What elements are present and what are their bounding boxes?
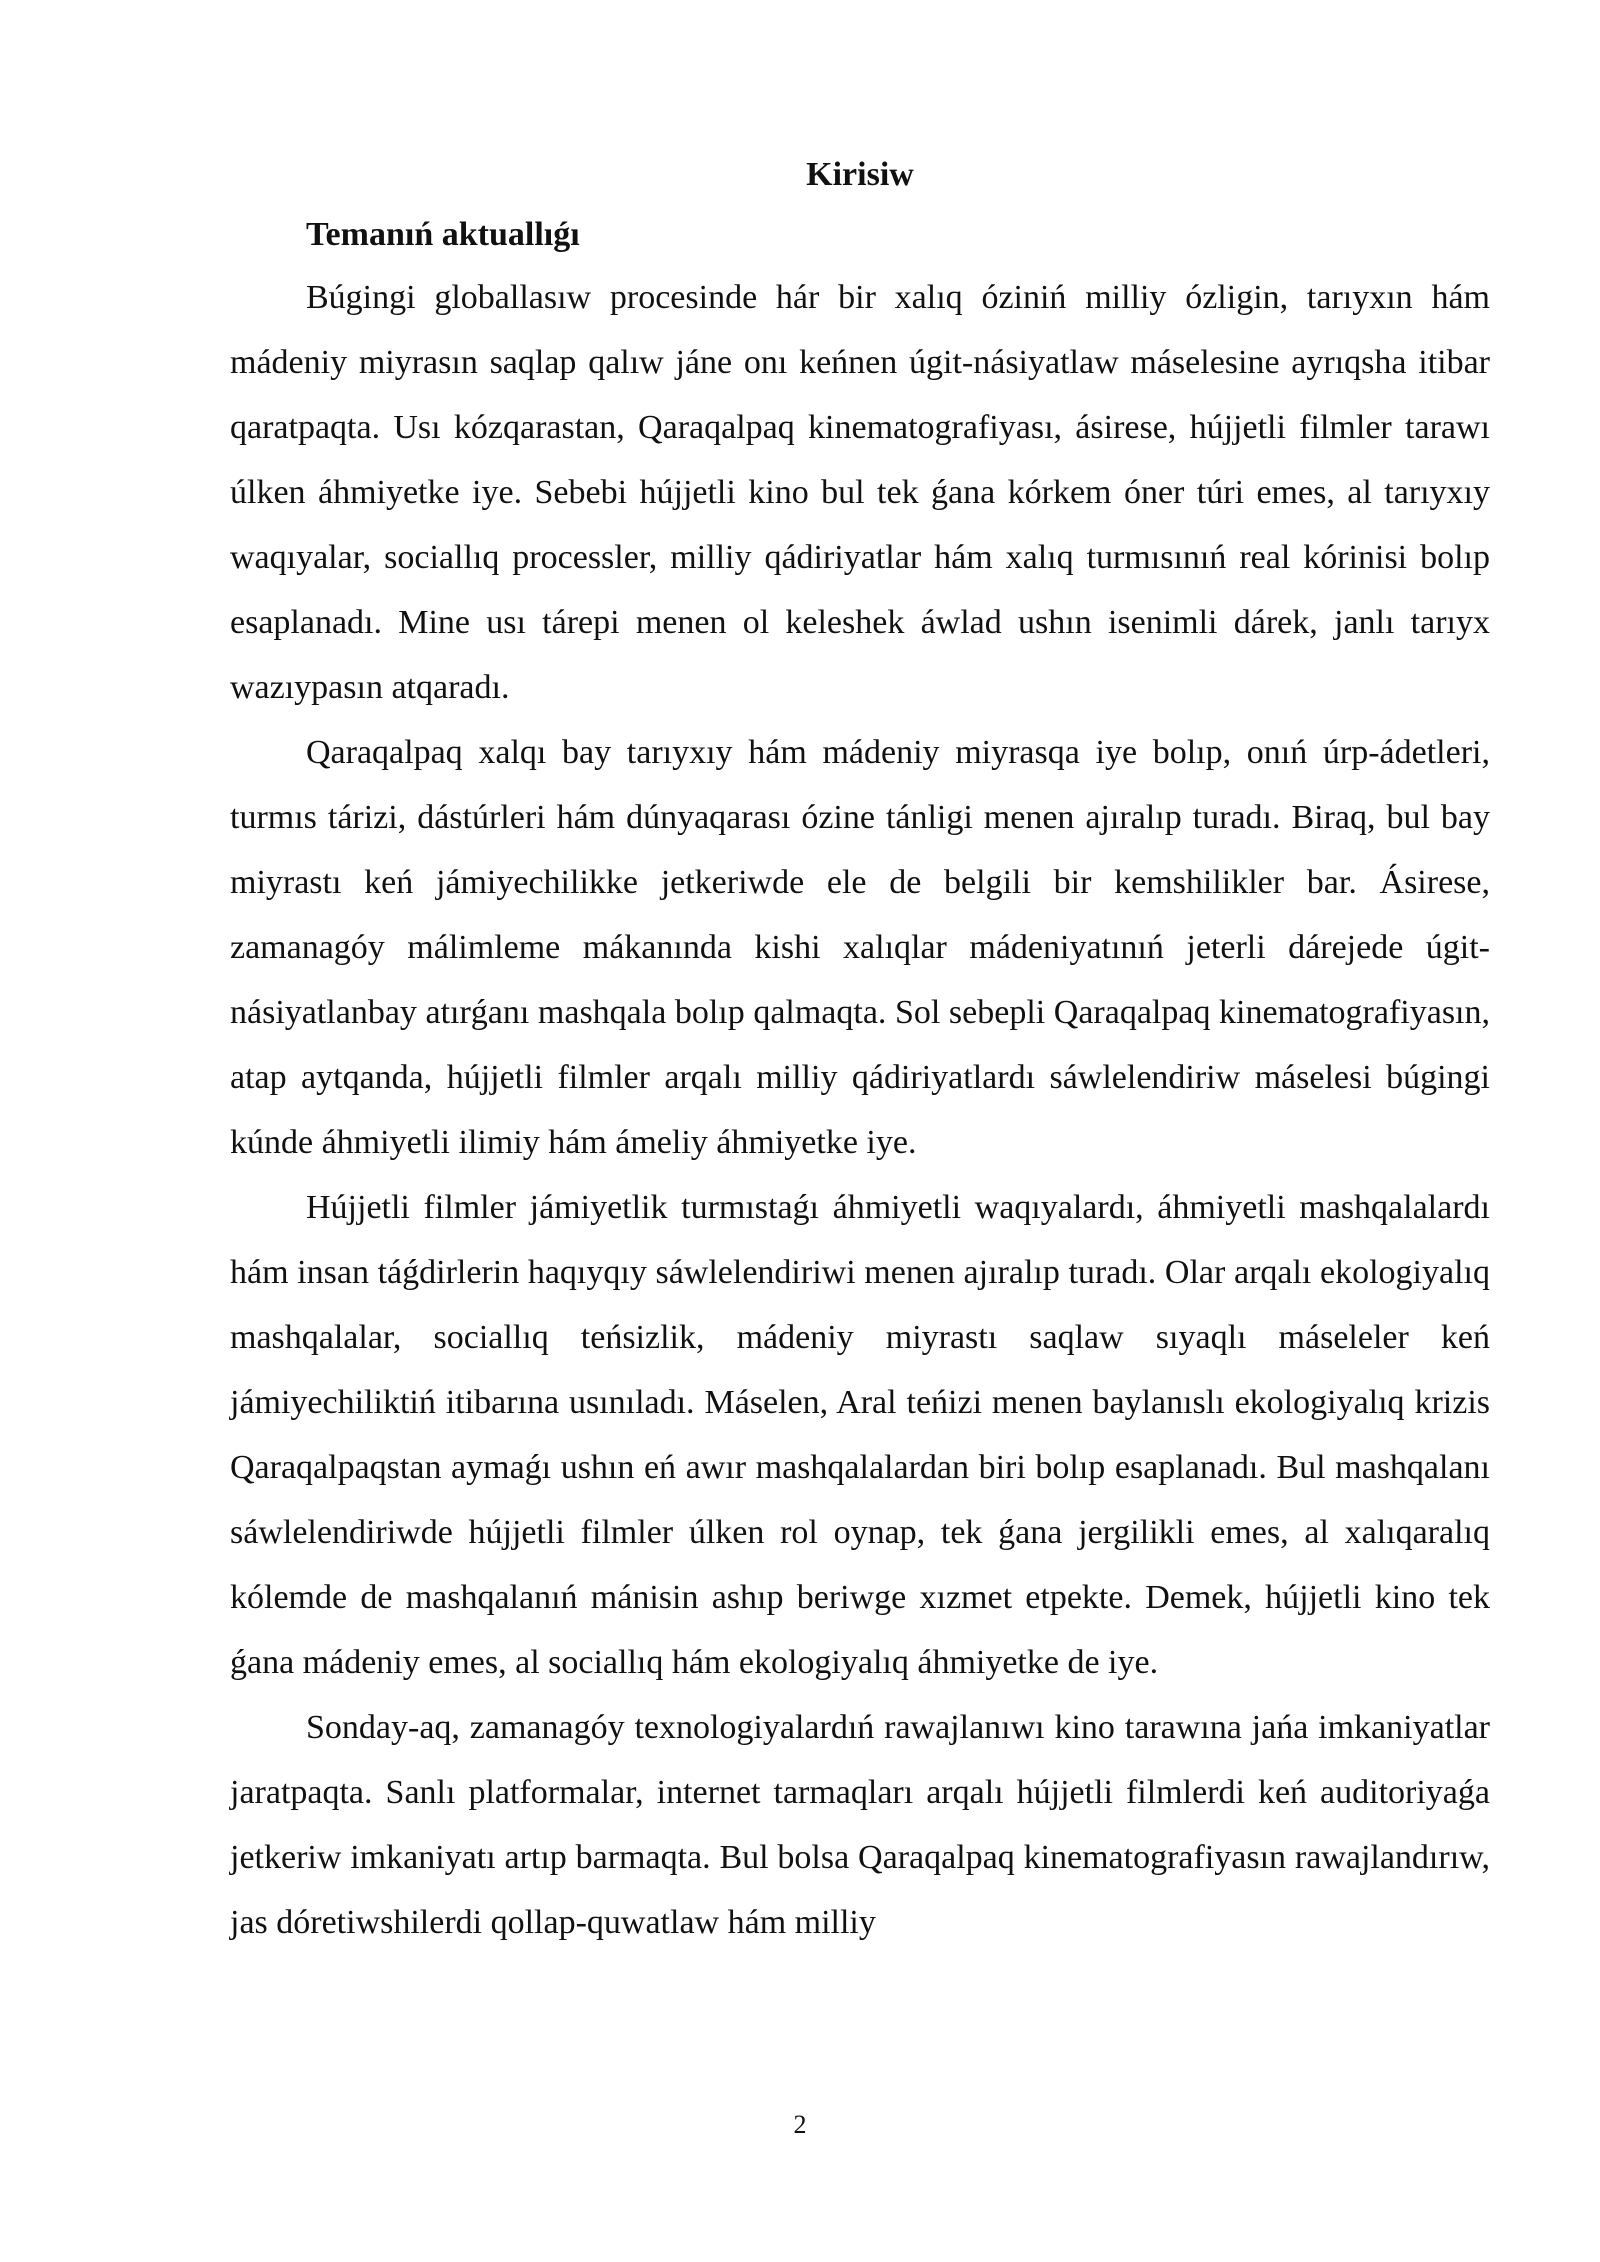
body-paragraph-2: Qaraqalpaq xalqı bay tarıyxıy hám mádeniy miyrasqa iye bolıp, onıń úrp-ádetleri, turmıs tárizi, dástúrleri hám dúnyaqarası ózine tánligi menen ajıralıp turadı. Biraq, bul bay miyrastı keń jámiyechilikke jetkeriwde ele de belgili bir kemshilikler bar. Ásirese, zamanagóy málimleme mákanında kishi xalıqlar mádeniyatınıń jeterli dárejede úgit-násiyatlanbay atırǵanı mashqala bolıp qalmaqta. Sol sebepli Qaraqalpaq kinematografiyasın, atap aytqanda, hújjetli filmler arqalı milliy qádiriyatlardı sáwlelendiriw máselesi búgingi kúnde áhmiyetli ilimiy hám ámeliy áhmiyetke iye. [230, 734, 1490, 1161]
body-paragraph-3: Hújjetli filmler jámiyetlik turmıstaǵı áhmiyetli waqıyalardı, áhmiyetli mashqalalardı hám insan táǵdirlerin haqıyqıy sáwlelendiriwi menen ajıralıp turadı. Olar arqalı ekologiyalıq mashqalalar, sociallıq teńsizlik, mádeniy miyrastı saqlaw sıyaqlı máseleler keń jámiyechiliktiń itibarına usınıladı. Máselen, Aral teńizi menen baylanıslı ekologiyalıq krizis Qaraqalpaqstan aymaǵı ushın eń awır mashqalalardan biri bolıp esaplanadı. Bul mashqalanı sáwlelendiriwde hújjetli filmler úlken rol oynap, tek ǵana jergilikli emes, al xalıqaralıq kólemde de mashqalanıń mánisin ashıp beriwge xızmet etpekte. Demek, hújjetli kino tek ǵana mádeniy emes, al sociallıq hám ekologiyalıq áhmiyetke de iye. [230, 1189, 1490, 1681]
section-subheading: Temanıń aktuallıǵı [306, 216, 580, 253]
body-paragraph-1: Búgingi globallasıw procesinde hár bir xalıq óziniń milliy ózligin, tarıyxın hám mádeniy miyrasın saqlap qalıw jáne onı keńnen úgit-násiyatlaw máselesine ayrıqsha itibar qaratpaqta. Usı kózqarastan, Qaraqalpaq kinematografiyası, ásirese, hújjetli filmler tarawı úlken áhmiyetke iye. Sebebi hújjetli kino bul tek ǵana kórkem óner túri emes, al tarıyxıy waqıyalar, sociallıq processler, milliy qádiriyatlar hám xalıq turmısınıń real kórinisi bolıp esaplanadı. Mine usı tárepi menen ol keleshek áwlad ushın isenimli dárek, janlı tarıyx wazıypasın atqaradı. [230, 279, 1490, 706]
page-content [230, 145, 1490, 1955]
body-paragraph-4: Sonday-aq, zamanagóy texnologiyalardıń rawajlanıwı kino tarawına jańa imkaniyatlar jaratpaqta. Sanlı platformalar, internet tarmaqları arqalı hújjetli filmlerdi keń auditoriyaǵa jetkeriw imkaniyatı artıp barmaqta. Bul bolsa Qaraqalpaq kinematografiyasın rawajlandırıw, jas dóretiwshilerdi qollap-quwatlaw hám milliy [230, 1709, 1490, 1941]
page-number: 2 [793, 2110, 807, 2139]
section-heading: Kirisiw [806, 156, 914, 193]
